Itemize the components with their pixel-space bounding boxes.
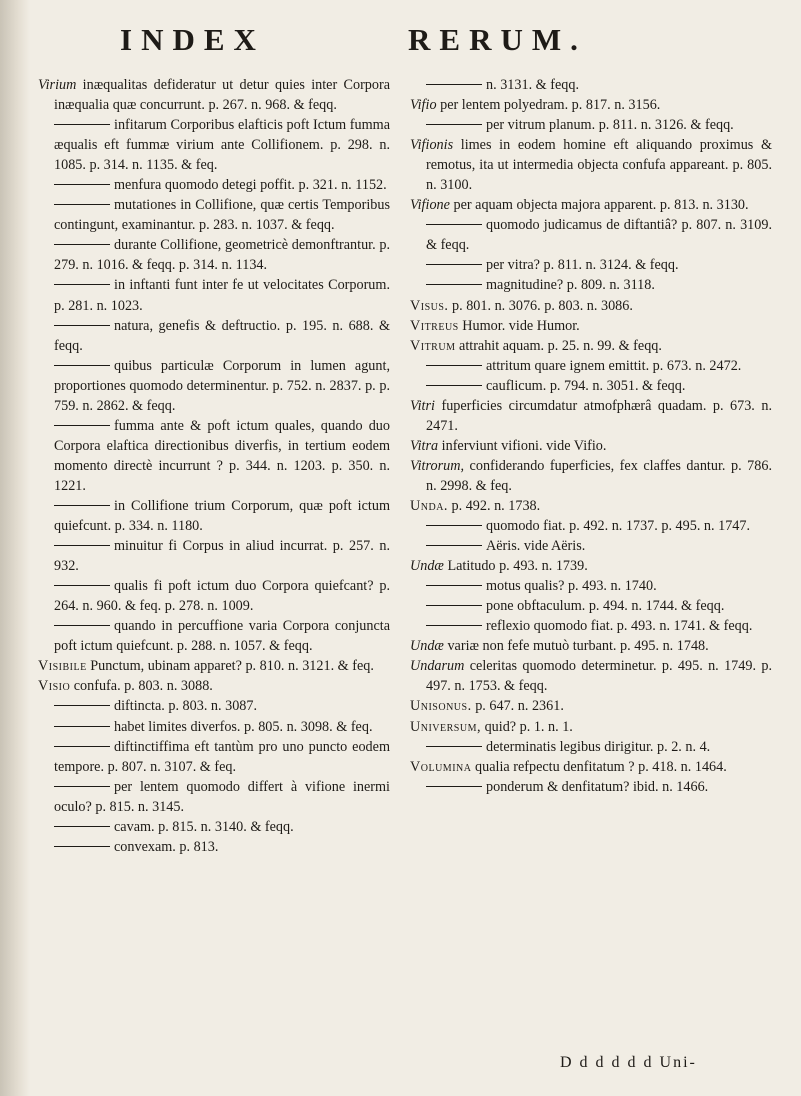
entry-headword: Vitra xyxy=(410,437,439,454)
entry-text: per lentem quomodo differt à vifione inermi oculo? p. 815. n. 3145. xyxy=(54,778,390,815)
index-entry xyxy=(38,696,390,716)
entry-text: magnitudine? p. 809. n. 3118. xyxy=(486,277,655,294)
entry-text: quomodo fiat. p. 492. n. 1737. p. 495. n. 1747. xyxy=(486,518,751,535)
entry-headword: Vitrorum, xyxy=(410,457,464,474)
entry-text: menfura quomodo detegi poffit. p. 321. n. 1152. xyxy=(114,177,387,194)
index-entry xyxy=(410,656,772,696)
header-rerum: RERUM. xyxy=(408,22,587,57)
entry-text: per vitra? p. 811. n. 3124. & feqq. xyxy=(486,257,679,274)
entry-headword: Visibile xyxy=(38,658,87,675)
entry-text: n. 3131. & feqq. xyxy=(486,77,579,93)
index-entry xyxy=(38,175,390,195)
ditto-rule xyxy=(426,124,482,125)
entry-headword: Volumina xyxy=(410,758,472,775)
index-entry xyxy=(410,75,772,95)
entry-text: celeritas quomodo determinetur. p. 495. n. 1749. p. 497. n. 1753. & feqq. xyxy=(426,658,772,695)
index-entry xyxy=(410,215,772,255)
ditto-rule xyxy=(426,84,482,85)
entry-headword: Unda. xyxy=(410,497,448,514)
ditto-rule xyxy=(426,284,482,285)
entry-text: diftincta. p. 803. n. 3087. xyxy=(114,698,258,715)
entry-text: quando in percuffione varia Corpora conjuncta poft ictum quiefcunt. p. 288. n. 1057. & feqq. xyxy=(54,618,390,655)
entry-text: pone obftaculum. p. 494. n. 1744. & feqq. xyxy=(486,598,725,615)
ditto-rule xyxy=(54,846,110,847)
index-entry xyxy=(410,255,772,275)
ditto-rule xyxy=(426,786,482,787)
entry-text: variæ non fefe mutuò turbant. p. 495. n. 1748. xyxy=(447,638,709,655)
index-entry xyxy=(38,676,390,696)
entry-text: p. 647. n. 2361. xyxy=(475,698,564,715)
entry-headword: Vifionis xyxy=(410,137,454,154)
index-entry xyxy=(410,717,772,737)
index-entry xyxy=(38,496,390,536)
ditto-rule xyxy=(54,284,110,285)
index-entry xyxy=(38,576,390,616)
index-entry xyxy=(410,275,772,295)
index-entry xyxy=(38,416,390,496)
ditto-rule xyxy=(54,425,110,426)
index-entry xyxy=(410,195,772,215)
ditto-rule xyxy=(54,625,110,626)
entry-headword: Universum, xyxy=(410,718,482,735)
entry-text: attrahit aquam. p. 25. n. 99. & feqq. xyxy=(459,337,662,354)
book-spine-shadow xyxy=(0,0,30,1096)
ditto-rule xyxy=(426,625,482,626)
index-entry xyxy=(410,696,772,716)
ditto-rule xyxy=(426,224,482,225)
entry-text: cauflicum. p. 794. n. 3051. & feqq. xyxy=(486,377,686,394)
ditto-rule xyxy=(426,585,482,586)
entry-text: infitarum Corporibus elafticis poft Ictum fumma æqualis eft fummæ virium ante Collifionem. p. 298. n. 1085. p. 314. n. 1135. & feq. xyxy=(54,117,390,174)
entry-text: Aëris. vide Aëris. xyxy=(486,538,586,555)
entry-headword: Vitri xyxy=(410,397,435,414)
ditto-rule xyxy=(54,585,110,586)
entry-headword: Virium xyxy=(38,77,77,93)
index-entry xyxy=(38,737,390,777)
index-entry xyxy=(38,817,390,837)
index-entry xyxy=(410,456,772,496)
index-entry xyxy=(410,135,772,195)
index-entry xyxy=(410,556,772,576)
entry-text: per lentem polyedram. p. 817. n. 3156. xyxy=(440,97,661,114)
index-entry xyxy=(38,316,390,356)
index-entry xyxy=(410,536,772,556)
index-entry xyxy=(410,596,772,616)
entry-text: p. 801. n. 3076. p. 803. n. 3086. xyxy=(452,297,633,314)
entry-headword: Vitreus xyxy=(410,317,459,334)
entry-headword: Unisonus. xyxy=(410,698,472,715)
entry-text: Latitudo p. 493. n. 1739. xyxy=(447,558,588,575)
index-entry xyxy=(410,396,772,436)
entry-text: quomodo judicamus de diftantiâ? p. 807. n. 3109. & feqq. xyxy=(426,217,772,254)
entry-text: determinatis legibus dirigitur. p. 2. n. 4. xyxy=(486,738,711,755)
index-entry xyxy=(38,616,390,656)
entry-headword: Undæ xyxy=(410,558,444,575)
ditto-rule xyxy=(54,505,110,506)
entry-text: per vitrum planum. p. 811. n. 3126. & feqq. xyxy=(486,117,734,134)
entry-headword: Vifio xyxy=(410,97,437,114)
right-column xyxy=(410,75,772,797)
entry-text: reflexio quomodo fiat. p. 493. n. 1741. & feqq. xyxy=(486,618,753,635)
index-entry xyxy=(410,576,772,596)
ditto-rule xyxy=(426,385,482,386)
entry-text: habet limites diverfos. p. 805. n. 3098. & feq. xyxy=(114,718,373,735)
index-entry xyxy=(410,356,772,376)
entry-text: quid? p. 1. n. 1. xyxy=(484,718,573,735)
index-entry xyxy=(38,195,390,235)
ditto-rule xyxy=(54,545,110,546)
left-column xyxy=(38,75,390,857)
entry-text: confufa. p. 803. n. 3088. xyxy=(73,678,213,695)
catchword: D d d d d d Uni- xyxy=(560,1054,697,1071)
ditto-rule xyxy=(54,726,110,727)
index-entry xyxy=(410,296,772,316)
index-entry xyxy=(38,275,390,315)
index-entry xyxy=(410,336,772,356)
index-entry xyxy=(410,496,772,516)
entry-text: qualia refpectu denfitatum ? p. 418. n. 1464. xyxy=(475,758,727,775)
index-entry xyxy=(38,717,390,737)
entry-text: p. 492. n. 1738. xyxy=(451,497,541,514)
entry-text: motus qualis? p. 493. n. 1740. xyxy=(486,578,657,595)
ditto-rule xyxy=(426,365,482,366)
ditto-rule xyxy=(426,525,482,526)
ditto-rule xyxy=(54,826,110,827)
index-entry xyxy=(410,436,772,456)
entry-text: durante Collifione, geometricè demonftrantur. p. 279. n. 1016. & feqq. p. 314. n. 1134. xyxy=(54,237,390,274)
entry-headword: Undarum xyxy=(410,658,465,675)
entry-text: fuperficies circumdatur atmofphærâ quadam. p. 673. n. 2471. xyxy=(426,397,772,434)
ditto-rule xyxy=(54,746,110,747)
entry-text: natura, genefis & deftructio. p. 195. n. 688. & feqq. xyxy=(54,317,390,354)
ditto-rule xyxy=(54,204,110,205)
entry-text: minuitur fi Corpus in aliud incurrat. p. 257. n. 932. xyxy=(54,538,390,575)
index-entry xyxy=(410,636,772,656)
entry-headword: Visio xyxy=(38,678,71,695)
ditto-rule xyxy=(54,786,110,787)
entry-text: cavam. p. 815. n. 3140. & feqq. xyxy=(114,818,294,835)
entry-text: in inftanti funt inter fe ut velocitates Corporum. p. 281. n. 1023. xyxy=(54,277,390,314)
entry-headword: Vitrum xyxy=(410,337,456,354)
ditto-rule xyxy=(426,746,482,747)
entry-text: ponderum & denfitatum? ibid. n. 1466. xyxy=(486,778,709,795)
index-entry xyxy=(38,837,390,857)
ditto-rule xyxy=(54,244,110,245)
entry-text: per aquam objecta majora apparent. p. 813. n. 3130. xyxy=(453,197,749,214)
index-entry xyxy=(38,356,390,416)
entry-text: qualis fi poft ictum duo Corpora quiefcant? p. 264. n. 960. & feq. p. 278. n. 1009. xyxy=(54,578,390,615)
ditto-rule xyxy=(54,184,110,185)
index-entry xyxy=(410,516,772,536)
ditto-rule xyxy=(426,264,482,265)
entry-headword: Undæ xyxy=(410,638,444,655)
index-entry xyxy=(410,316,772,336)
entry-text: mutationes in Collifione, quæ certis Temporibus contingunt, examinantur. p. 283. n. 1037. & feqq. xyxy=(54,197,390,234)
entry-text: fumma ante & poft ictum quales, quando duo Corpora elaftica directionibus diverfis, in tertium eodem momento directè incurrunt ? p. 344. n. 1203. p. 350. n. 1221. xyxy=(54,417,390,494)
entry-headword: Vifione xyxy=(410,197,450,214)
entry-text: quibus particulæ Corporum in lumen agunt, proportiones quomodo determinentur. p. 752. n. 2837. p. p. 759. n. 2862. & feqq. xyxy=(54,357,390,414)
entry-text: Punctum, ubinam apparet? p. 810. n. 3121. & feq. xyxy=(90,658,374,675)
index-entry xyxy=(38,235,390,275)
index-entry xyxy=(410,616,772,636)
ditto-rule xyxy=(54,365,110,366)
entry-text: attritum quare ignem emittit. p. 673. n. 2472. xyxy=(486,357,742,374)
ditto-rule xyxy=(426,605,482,606)
index-entry xyxy=(410,777,772,797)
ditto-rule xyxy=(426,545,482,546)
index-entry xyxy=(38,656,390,676)
index-entry xyxy=(410,95,772,115)
entry-text: inferviunt vifioni. vide Vifio. xyxy=(441,437,607,454)
index-entry xyxy=(38,115,390,175)
index-entry xyxy=(410,757,772,777)
entry-text: limes in eodem homine eft aliquando proximus & remotus, ita ut intermedia objecta confufa appareant. p. 805. n. 3100. xyxy=(426,137,772,194)
index-entry xyxy=(410,376,772,396)
header-index: INDEX xyxy=(120,22,265,57)
ditto-rule xyxy=(54,705,110,706)
index-entry xyxy=(38,75,390,115)
ditto-rule xyxy=(54,325,110,326)
entry-text: in Collifione trium Corporum, quæ poft ictum quiefcunt. p. 334. n. 1180. xyxy=(54,497,390,535)
ditto-rule xyxy=(54,124,110,125)
entry-text: inæqualitas defideratur ut detur quies inter Corpora inæqualia quæ concurrunt. p. 267. n. 968. & feqq. xyxy=(54,77,390,114)
index-entry xyxy=(38,536,390,576)
index-entry xyxy=(410,737,772,757)
entry-text: Humor. vide Humor. xyxy=(462,317,580,334)
entry-text: diftinctiffima eft tantùm pro uno puncto eodem tempore. p. 807. n. 3107. & feq. xyxy=(54,738,390,775)
entry-text: confiderando fuperficies, fex claffes dantur. p. 786. n. 2998. & feq. xyxy=(426,457,773,494)
index-entry xyxy=(410,115,772,135)
index-entry xyxy=(38,777,390,817)
entry-headword: Visus. xyxy=(410,297,449,314)
entry-text: convexam. p. 813. xyxy=(114,838,219,855)
